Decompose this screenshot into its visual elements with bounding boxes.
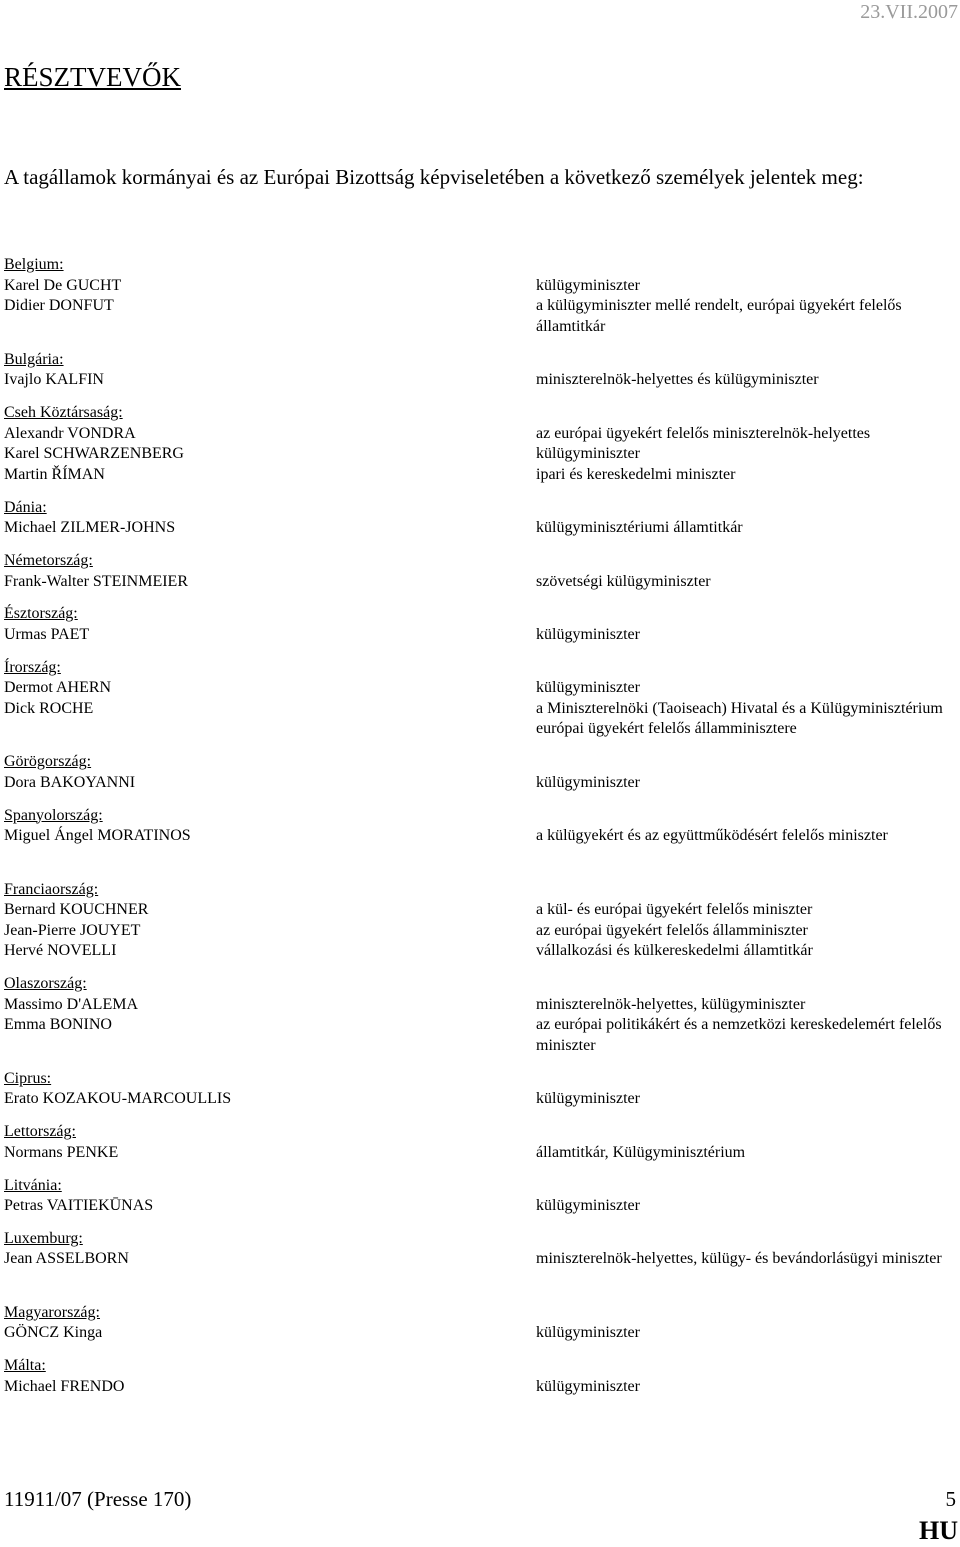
participant-role: külügyminiszter <box>536 625 640 643</box>
country-label: Ciprus: <box>4 1069 52 1087</box>
participant-name: Didier DONFUT <box>4 297 114 315</box>
participant-block <box>4 551 524 592</box>
role-block <box>536 1229 956 1291</box>
roles-column <box>536 255 956 1410</box>
participant-role: államtitkár, Külügyminisztérium <box>536 1143 746 1161</box>
participant-role: az európai politikákért és a nemzetközi kereskedelemért felelős miniszter <box>536 1016 942 1054</box>
role-block <box>536 403 956 485</box>
participant-role: vállalkozási és külkereskedelmi államtitkár <box>536 942 813 960</box>
participant-name: Martin ŘÍMAN <box>4 465 105 483</box>
participant-block <box>4 806 524 868</box>
participant-name: Bernard KOUCHNER <box>4 901 149 919</box>
participant-name: Petras VAITIEKŪNAS <box>4 1197 154 1215</box>
role-block <box>536 880 956 962</box>
participant-role: külügyminiszter <box>536 445 640 463</box>
participant-name: Alexandr VONDRA <box>4 424 136 442</box>
role-spacer <box>536 1122 956 1143</box>
role-spacer <box>536 551 956 572</box>
participant-name: Michael ZILMER-JOHNS <box>4 519 176 537</box>
participant-role: az európai ügyekért felelős miniszterelnök-helyettes <box>536 424 871 442</box>
participant-block <box>4 403 524 485</box>
participant-name: Michael FRENDO <box>4 1377 125 1395</box>
participant-role: külügyminiszter <box>536 1197 640 1215</box>
participant-name: Jean-Pierre JOUYET <box>4 921 141 939</box>
participant-role: külügyminiszter <box>536 679 640 697</box>
role-spacer <box>536 658 956 679</box>
role-spacer <box>536 350 956 371</box>
role-block <box>536 1069 956 1110</box>
participant-name: Urmas PAET <box>4 625 90 643</box>
participant-name: Dick ROCHE <box>4 699 94 717</box>
participant-name: Emma BONINO <box>4 1016 112 1034</box>
page-number: 5 <box>945 1487 956 1511</box>
role-block <box>536 551 956 592</box>
participant-role: külügyminiszter <box>536 773 640 791</box>
role-spacer <box>536 974 956 995</box>
participant-role: a külügyekért és az együttműködésért felelős miniszter <box>536 827 888 845</box>
country-label: Bulgária: <box>4 350 64 368</box>
role-block <box>536 658 956 740</box>
page-title: RÉSZTVEVŐK <box>4 62 181 92</box>
participant-name: Dora BAKOYANNI <box>4 773 136 791</box>
participant-name: Frank-Walter STEINMEIER <box>4 572 188 590</box>
country-label: Észtország: <box>4 605 78 623</box>
participant-block <box>4 1122 524 1163</box>
participant-name: Massimo D'ALEMA <box>4 995 138 1013</box>
participant-block <box>4 255 524 337</box>
participant-block <box>4 1069 524 1110</box>
participant-block <box>4 350 524 391</box>
role-spacer <box>536 1229 956 1250</box>
participant-role: külügyminiszter <box>536 1324 640 1342</box>
country-label: Luxemburg: <box>4 1229 83 1247</box>
participant-role: miniszterelnök-helyettes, külügy- és bevándorlásügyi miniszter <box>536 1250 942 1268</box>
role-spacer <box>536 604 956 625</box>
participant-role: miniszterelnök-helyettes, külügyminiszter <box>536 995 806 1013</box>
role-block <box>536 255 956 337</box>
country-label: Németország: <box>4 551 93 569</box>
document-date: 23.VII.2007 <box>860 1 958 23</box>
participant-role: külügyminiszter <box>536 276 640 294</box>
role-block <box>536 1356 956 1397</box>
role-spacer <box>536 1176 956 1197</box>
participant-name: Jean ASSELBORN <box>4 1250 129 1268</box>
participant-block <box>4 1176 524 1217</box>
country-label: Litvánia: <box>4 1176 62 1194</box>
language-code: HU <box>919 1516 958 1545</box>
country-label: Olaszország: <box>4 975 87 993</box>
participant-name: Ivajlo KALFIN <box>4 371 104 389</box>
role-block <box>536 1303 956 1344</box>
participant-name: Dermot AHERN <box>4 679 112 697</box>
participant-block <box>4 752 524 793</box>
participant-block <box>4 604 524 645</box>
participant-role: külügyminiszter <box>536 1377 640 1395</box>
participant-block <box>4 880 524 962</box>
role-block <box>536 350 956 391</box>
country-label: Írország: <box>4 658 61 676</box>
role-spacer <box>536 752 956 773</box>
participant-role: szövetségi külügyminiszter <box>536 572 711 590</box>
participant-role: a külügyminiszter mellé rendelt, európai ügyekért felelős államtitkár <box>536 297 902 335</box>
role-spacer <box>536 255 956 276</box>
country-label: Magyarország: <box>4 1303 100 1321</box>
country-label: Lettország: <box>4 1123 76 1141</box>
country-label: Belgium: <box>4 256 64 273</box>
participant-name: Miguel Ángel MORATINOS <box>4 827 191 845</box>
role-spacer <box>536 806 956 827</box>
participant-block <box>4 1229 524 1291</box>
participant-block <box>4 658 524 740</box>
role-spacer <box>536 1069 956 1090</box>
participants-column <box>4 255 524 1410</box>
participant-block <box>4 974 524 1056</box>
participant-role: a Miniszterelnöki (Taoiseach) Hivatal és a Külügyminisztérium európai ügyekért felelős államminisztere <box>536 699 943 738</box>
role-block <box>536 974 956 1056</box>
role-spacer <box>536 1356 956 1377</box>
role-spacer <box>536 1303 956 1324</box>
role-block <box>536 752 956 793</box>
participant-name: Erato KOZAKOU-MARCOULLIS <box>4 1090 232 1108</box>
role-spacer <box>536 403 956 424</box>
participant-name: Karel SCHWARZENBERG <box>4 445 184 463</box>
role-spacer <box>536 880 956 901</box>
country-label: Cseh Köztársaság: <box>4 403 123 421</box>
country-label: Franciaország: <box>4 880 99 898</box>
country-label: Görögország: <box>4 753 92 771</box>
country-label: Málta: <box>4 1357 46 1375</box>
intro-paragraph: A tagállamok kormányai és az Európai Bizottság képviseletében a következő személyek jelentek meg: <box>4 165 864 189</box>
role-block <box>536 604 956 645</box>
participant-name: Normans PENKE <box>4 1143 119 1161</box>
participant-role: ipari és kereskedelmi miniszter <box>536 465 736 483</box>
participant-role: külügyminiszter <box>536 1090 640 1108</box>
participant-block <box>4 1303 524 1344</box>
participant-role: külügyminisztériumi államtitkár <box>536 519 743 537</box>
participant-role: miniszterelnök-helyettes és külügyminiszter <box>536 371 819 389</box>
participant-role: az európai ügyekért felelős államminiszter <box>536 921 808 939</box>
document-reference: 11911/07 (Presse 170) <box>4 1487 192 1511</box>
participant-block <box>4 498 524 539</box>
role-block <box>536 1122 956 1163</box>
country-label: Dánia: <box>4 498 47 516</box>
participant-name: Karel De GUCHT <box>4 276 122 294</box>
participant-name: GÖNCZ Kinga <box>4 1324 103 1342</box>
role-block <box>536 1176 956 1217</box>
country-label: Spanyolország: <box>4 806 103 824</box>
participant-role: a kül- és európai ügyekért felelős miniszter <box>536 901 813 919</box>
participant-block <box>4 1356 524 1397</box>
role-block <box>536 498 956 539</box>
role-spacer <box>536 498 956 519</box>
role-block <box>536 806 956 868</box>
participant-name: Hervé NOVELLI <box>4 942 117 960</box>
